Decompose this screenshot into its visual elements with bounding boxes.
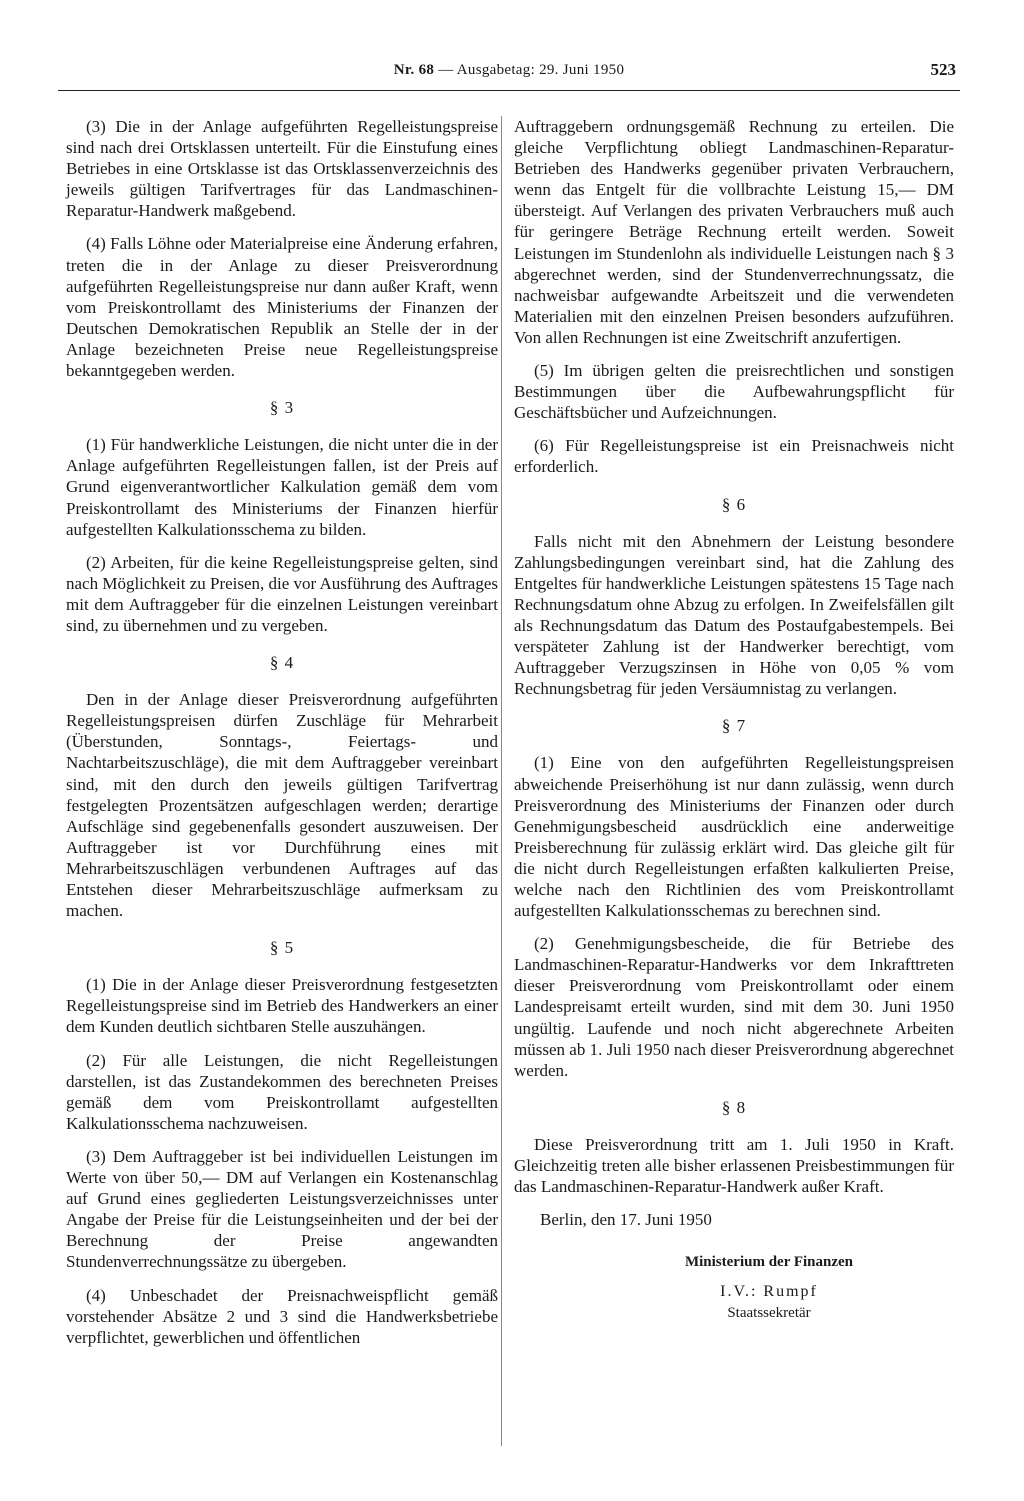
right-column (514, 116, 954, 1324)
paragraph: (1) Eine von den aufgeführten Regelleistungspreisen abweichende Preiserhöhung ist nur dann zulässig, wenn durch Preisverordnung des Ministeriums der Finanzen oder durch Genehmigungsbescheid ausdrücklich eine anderweitige Preisberechnung für zulässig erklärt wird. Das gleiche gilt für die nicht durch Regelleistungen erfaßten kalkulierten Preise, welche nach den Richtlinien des vom Preiskontrollamt aufgestellten Kalkulationsschemas zu berechnen sind. (514, 753, 954, 921)
paragraph: (2) Genehmigungsbescheide, die für Betriebe des Landmaschinen-Reparatur-Handwerks vor dem Inkrafttreten dieser Preisverordnung vom Preiskontrollamt oder einem Landespreisamt erteilt wurden, sind mit dem 30. Juni 1950 ungültig. Laufende und noch nicht abgerechnete Arbeiten müssen ab 1. Juli 1950 nach dieser Preisverordnung abgerechnet werden. (514, 934, 954, 1080)
column-divider (501, 116, 502, 1446)
paragraph: Diese Preisverordnung tritt am 1. Juli 1950 in Kraft. Gleichzeitig treten alle bisher erlassenen Preisbestimmungen für das Landmaschinen-Reparatur-Handwerk außer Kraft. (514, 1134, 954, 1197)
signer-name: I.V.: Rumpf (720, 1283, 818, 1301)
paragraph: (1) Die in der Anlage dieser Preisverordnung festgesetzten Regelleistungspreise sind im Betrieb des Handwerkers an einer dem Kunden deutlich sichtbaren Stelle auszuhängen. (66, 975, 498, 1037)
paragraph: (4) Unbeschadet der Preisnachweispflicht gemäß vorstehender Absätze 2 und 3 sind die Handwerksbetriebe verpflichtet, gewerblichen und öffentlichen (66, 1285, 498, 1347)
section-heading-5: § 5 (269, 938, 295, 958)
page-number: 523 (930, 60, 956, 79)
section-heading-3: § 3 (269, 398, 295, 418)
left-column (66, 116, 498, 1360)
paragraph: (6) Für Regelleistungspreise ist ein Preisnachweis nicht erforderlich. (514, 436, 954, 477)
paragraph: (3) Dem Auftraggeber ist bei individuellen Leistungen im Werte von über 50,— DM auf Verlangen ein Kostenanschlag auf Grund eines gegliederten Leistungsverzeichnisses unter Angabe der Preise für die Leistungseinheiten und der bei der Berechnung der Preise angewandten Stundenverrechnungssätze zu übergeben. (66, 1146, 498, 1272)
signature-block (514, 1252, 954, 1323)
paragraph: (3) Die in der Anlage aufgeführten Regelleistungspreise sind nach drei Ortsklassen unterteilt. Für die Einstufung eines Betriebes in eine Ortsklasse ist das Ortsklassenverzeichnis des jeweils gültigen Tarifvertrages für das Landmaschinen-Reparatur-Handwerk maßgebend. (66, 117, 498, 221)
paragraph: Falls nicht mit den Abnehmern der Leistung besondere Zahlungsbedingungen vereinbart sind, hat die Zahlung des Entgeltes für handwerkliche Leistungen spätestens 15 Tage nach Rechnungsdatum ohne Abzug zu erfolgen. In Zweifelsfällen gilt als Rechnungsdatum das Datum des Postaufgabestempels. Bei verspäteter Zahlung ist der Handwerker berechtigt, vom Auftraggeber Verzugszinsen in Höhe von 0,05 % vom Rechnungsbetrag für jeden Versäumnistag zu verlangen. (514, 531, 954, 699)
issue-date: — Ausgabetag: 29. Juni 1950 (438, 62, 625, 78)
signer-title: Staatssekretär (727, 1304, 811, 1321)
paragraph: (5) Im übrigen gelten die preisrechtlichen und sonstigen Bestimmungen über die Aufbewahrungspflicht für Geschäftsbücher und Aufzeichnungen. (514, 361, 954, 423)
section-heading-4: § 4 (269, 653, 295, 673)
paragraph: (4) Falls Löhne oder Materialpreise eine Änderung erfahren, treten die in der Anlage zu dieser Preisverordnung aufgeführten Regelleistungspreise nur dann außer Kraft, wenn vom Preiskontrollamt des Ministeriums der Finanzen der Deutschen Demokratischen Republik an Stelle der in der Anlage bezeichneten Preise neue Regelleistungspreise bekanntgegeben werden. (66, 234, 498, 381)
page-header (58, 60, 960, 91)
section-heading-8: § 8 (721, 1097, 747, 1117)
ministry-name: Ministerium der Finanzen (684, 1254, 854, 1271)
header-issue-line (58, 62, 960, 79)
place-date-line: Berlin, den 17. Juni 1950 (540, 1210, 712, 1230)
paragraph: Auftraggebern ordnungsgemäß Rechnung zu erteilen. Die gleiche Verpflichtung obliegt Landmaschinen-Reparatur-Betrieben des Handwerks gegenüber privaten Verbrauchern, wenn das Entgelt für die vollbrachte Leistung 15,— DM übersteigt. Auf Verlangen des privaten Verbrauchers muß auch für geringere Beträge Rechnung erteilt werden. Soweit Leistungen im Stundenlohn als individuelle Leistungen nach § 3 abgerechnet werden, sind der Stundenverrechnungssatz, die nachweisbar aufgewandte Arbeitszeit und die verwendeten Materialien mit den einzelnen Preisen besonders aufzuführen. Von allen Rechnungen ist eine Zweitschrift anzufertigen. (514, 117, 954, 347)
paragraph: Den in der Anlage dieser Preisverordnung aufgeführten Regelleistungspreisen dürfen Zuschläge für Mehrarbeit (Überstunden, Sonntags-, Feiertags- und Nachtarbeitszuschläge), die mit dem Auftraggeber vereinbart sind, mit den durch den jeweils gültigen Tarifvertrag festgelegten Prozentsätzen aufgeschlagen werden; derartige Aufschläge sind gegebenenfalls gesondert auszuweisen. Der Auftraggeber ist vor Durchführung eines mit Mehrarbeitszuschlägen verbundenen Auftrages auf das Entstehen dieser Mehrarbeitszuschläge aufmerksam zu machen. (66, 690, 498, 921)
paragraph: (2) Arbeiten, für die keine Regelleistungspreise gelten, sind nach Möglichkeit zu Preisen, die vor Ausführung des Auftrages mit dem Auftraggeber für die einzelnen Leistungen vereinbart sind, zu übernehmen und zu vergeben. (66, 552, 498, 635)
paragraph: (1) Für handwerkliche Leistungen, die nicht unter die in der Anlage aufgeführten Regelleistungen fallen, ist der Preis auf Grund eigenverantwortlicher Kalkulation gemäß dem vom Preiskontrollamt des Ministeriums der Finanzen hierfür aufgestellten Kalkulationsschema zu bilden. (66, 435, 498, 539)
section-heading-6: § 6 (721, 494, 747, 514)
section-heading-7: § 7 (721, 716, 747, 736)
issue-number: Nr. 68 (393, 62, 435, 78)
paragraph: (2) Für alle Leistungen, die nicht Regelleistungen darstellen, ist das Zustandekommen des berechneten Preises gemäß dem vom Preiskontrollamt aufgestellten Kalkulationsschema nachzuweisen. (66, 1050, 498, 1133)
